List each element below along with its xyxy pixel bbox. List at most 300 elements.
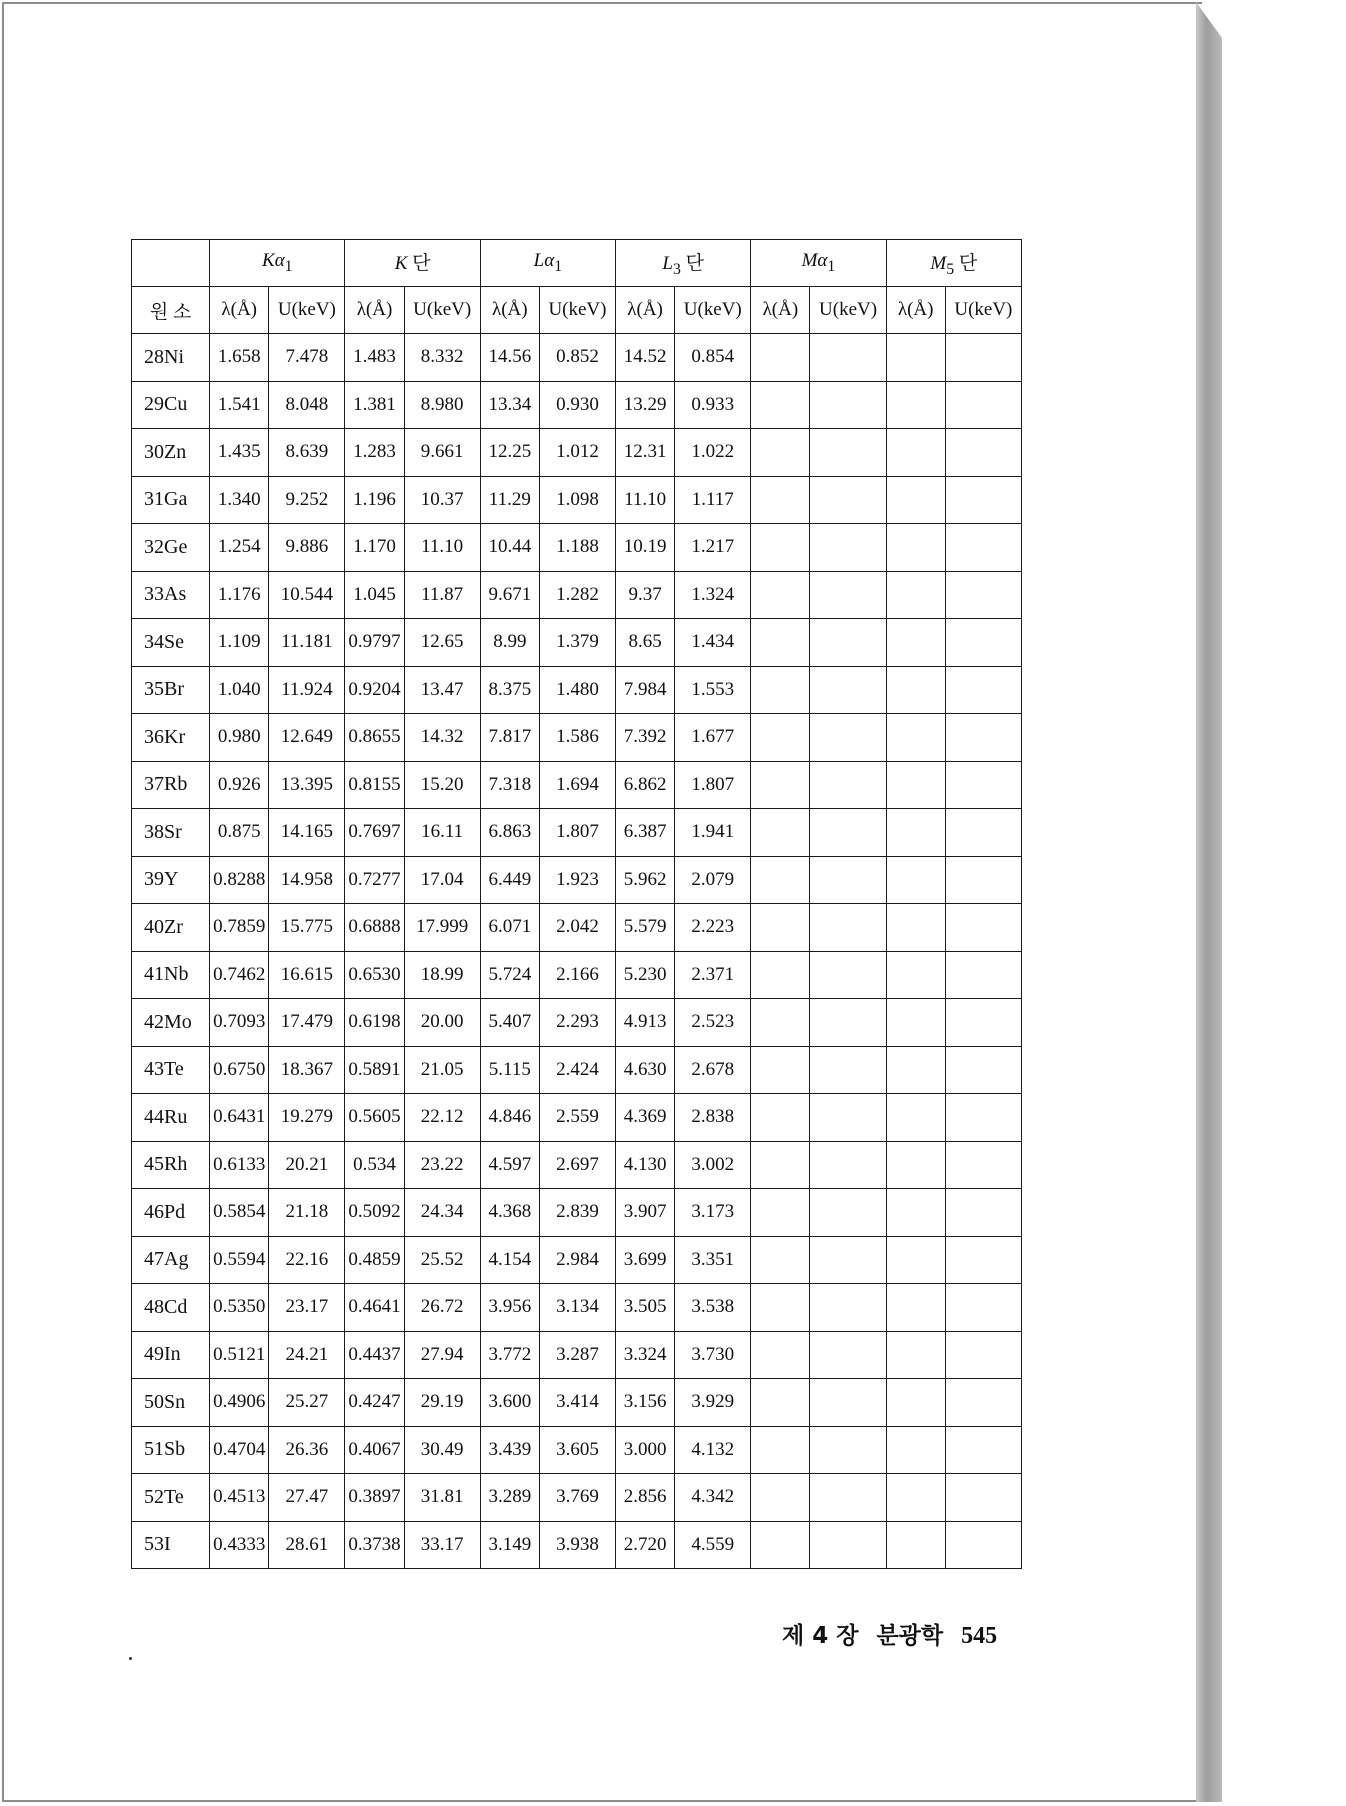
value-cell: 14.165 [269, 809, 345, 857]
element-cell: 45Rh [132, 1141, 210, 1189]
value-cell [810, 1189, 886, 1237]
value-cell [751, 1284, 810, 1332]
value-cell: 0.7697 [345, 809, 404, 857]
table-row [132, 1189, 1022, 1237]
value-cell: 1.340 [210, 476, 269, 524]
value-cell: 6.387 [616, 809, 675, 857]
value-cell: 1.435 [210, 429, 269, 477]
value-cell: 9.671 [480, 571, 539, 619]
value-cell: 29.19 [404, 1379, 480, 1427]
value-cell: 0.4513 [210, 1474, 269, 1522]
value-cell: 1.045 [345, 571, 404, 619]
value-cell: 2.424 [539, 1046, 615, 1094]
table-row [132, 334, 1022, 382]
value-cell [945, 951, 1021, 999]
value-cell: 0.926 [210, 761, 269, 809]
value-cell: 7.817 [480, 714, 539, 762]
value-cell [945, 1141, 1021, 1189]
value-cell [751, 476, 810, 524]
value-cell [886, 809, 945, 857]
value-cell [751, 1521, 810, 1569]
value-cell: 6.863 [480, 809, 539, 857]
value-cell: 7.392 [616, 714, 675, 762]
value-cell: 8.99 [480, 619, 539, 667]
value-cell: 12.649 [269, 714, 345, 762]
value-cell [810, 334, 886, 382]
value-cell: 30.49 [404, 1426, 480, 1474]
value-cell [810, 619, 886, 667]
value-cell [945, 334, 1021, 382]
value-cell: 8.048 [269, 381, 345, 429]
value-cell: 7.318 [480, 761, 539, 809]
value-cell: 1.480 [539, 666, 615, 714]
value-cell: 0.7859 [210, 904, 269, 952]
element-cell: 35Br [132, 666, 210, 714]
value-cell: 1.188 [539, 524, 615, 572]
value-cell: 18.99 [404, 951, 480, 999]
value-cell: 3.730 [675, 1331, 751, 1379]
chapter-label: 제 4 장 [782, 1623, 859, 1649]
value-cell: 11.10 [404, 524, 480, 572]
value-cell: 0.9797 [345, 619, 404, 667]
corner-cell [132, 240, 210, 287]
value-cell: 3.287 [539, 1331, 615, 1379]
value-cell: 4.368 [480, 1189, 539, 1237]
element-cell: 39Y [132, 856, 210, 904]
value-cell [810, 809, 886, 857]
table-row [132, 1284, 1022, 1332]
table-row [132, 761, 1022, 809]
value-cell [886, 856, 945, 904]
value-cell: 4.597 [480, 1141, 539, 1189]
value-cell: 3.772 [480, 1331, 539, 1379]
element-cell: 47Ag [132, 1236, 210, 1284]
column-header: λ(Å) [345, 287, 404, 334]
value-cell: 8.639 [269, 429, 345, 477]
value-cell: 3.173 [675, 1189, 751, 1237]
group-header-3 [616, 240, 751, 287]
value-cell [945, 809, 1021, 857]
value-cell: 21.18 [269, 1189, 345, 1237]
value-cell [751, 1236, 810, 1284]
value-cell: 0.4641 [345, 1284, 404, 1332]
element-cell: 49In [132, 1331, 210, 1379]
value-cell: 0.5594 [210, 1236, 269, 1284]
group-symbol: Mα [801, 250, 828, 272]
value-cell: 5.724 [480, 951, 539, 999]
value-cell: 0.854 [675, 334, 751, 382]
value-cell [886, 334, 945, 382]
value-cell [886, 1236, 945, 1284]
value-cell [945, 714, 1021, 762]
value-cell: 0.534 [345, 1141, 404, 1189]
value-cell: 1.324 [675, 571, 751, 619]
value-cell: 2.838 [675, 1094, 751, 1142]
value-cell: 10.544 [269, 571, 345, 619]
value-cell [886, 1284, 945, 1332]
value-cell: 1.109 [210, 619, 269, 667]
value-cell: 2.856 [616, 1474, 675, 1522]
value-cell: 1.196 [345, 476, 404, 524]
value-cell: 1.807 [539, 809, 615, 857]
value-cell: 1.694 [539, 761, 615, 809]
value-cell: 3.938 [539, 1521, 615, 1569]
value-cell [751, 951, 810, 999]
value-cell: 0.7462 [210, 951, 269, 999]
value-cell: 11.924 [269, 666, 345, 714]
value-cell: 4.369 [616, 1094, 675, 1142]
page-number: 545 [961, 1623, 998, 1649]
value-cell [945, 1094, 1021, 1142]
element-header: 원 소 [132, 287, 210, 334]
value-cell: 7.478 [269, 334, 345, 382]
column-header: U(keV) [404, 287, 480, 334]
value-cell [886, 429, 945, 477]
value-cell: 0.4704 [210, 1426, 269, 1474]
value-cell: 2.166 [539, 951, 615, 999]
value-cell: 4.130 [616, 1141, 675, 1189]
element-cell: 28Ni [132, 334, 210, 382]
value-cell [751, 1046, 810, 1094]
value-cell: 2.839 [539, 1189, 615, 1237]
value-cell [751, 761, 810, 809]
value-cell [945, 904, 1021, 952]
group-symbol: K [394, 252, 408, 274]
value-cell: 16.11 [404, 809, 480, 857]
value-cell [945, 571, 1021, 619]
column-header-row [132, 287, 1022, 334]
value-cell [945, 1331, 1021, 1379]
column-header: λ(Å) [751, 287, 810, 334]
value-cell [751, 999, 810, 1047]
value-cell: 0.9204 [345, 666, 404, 714]
value-cell: 17.479 [269, 999, 345, 1047]
value-cell [751, 1141, 810, 1189]
value-cell: 0.4333 [210, 1521, 269, 1569]
value-cell [751, 856, 810, 904]
value-cell: 3.149 [480, 1521, 539, 1569]
value-cell: 0.3897 [345, 1474, 404, 1522]
value-cell [886, 619, 945, 667]
value-cell [945, 761, 1021, 809]
value-cell: 1.923 [539, 856, 615, 904]
value-cell: 18.367 [269, 1046, 345, 1094]
value-cell [810, 1426, 886, 1474]
table-row [132, 714, 1022, 762]
value-cell [886, 1379, 945, 1427]
value-cell: 0.4906 [210, 1379, 269, 1427]
value-cell [810, 429, 886, 477]
group-subscript: 5 [946, 260, 955, 278]
table-row [132, 1141, 1022, 1189]
element-cell: 30Zn [132, 429, 210, 477]
value-cell: 11.10 [616, 476, 675, 524]
value-cell [751, 1094, 810, 1142]
column-header: U(keV) [539, 287, 615, 334]
value-cell: 5.579 [616, 904, 675, 952]
element-cell: 32Ge [132, 524, 210, 572]
value-cell: 0.5854 [210, 1189, 269, 1237]
table-row [132, 856, 1022, 904]
value-cell [810, 1521, 886, 1569]
value-cell: 0.6888 [345, 904, 404, 952]
value-cell [945, 999, 1021, 1047]
value-cell: 4.154 [480, 1236, 539, 1284]
table-row [132, 619, 1022, 667]
value-cell: 1.677 [675, 714, 751, 762]
value-cell: 10.37 [404, 476, 480, 524]
value-cell: 1.379 [539, 619, 615, 667]
value-cell [810, 904, 886, 952]
value-cell: 2.678 [675, 1046, 751, 1094]
value-cell: 19.279 [269, 1094, 345, 1142]
value-cell: 11.29 [480, 476, 539, 524]
value-cell: 4.913 [616, 999, 675, 1047]
value-cell: 12.31 [616, 429, 675, 477]
value-cell: 1.217 [675, 524, 751, 572]
value-cell [751, 429, 810, 477]
value-cell [886, 666, 945, 714]
value-cell: 2.293 [539, 999, 615, 1047]
value-cell: 3.414 [539, 1379, 615, 1427]
value-cell: 1.434 [675, 619, 751, 667]
table-row [132, 429, 1022, 477]
value-cell [810, 524, 886, 572]
value-cell [945, 1046, 1021, 1094]
element-cell: 52Te [132, 1474, 210, 1522]
value-cell: 28.61 [269, 1521, 345, 1569]
value-cell: 9.37 [616, 571, 675, 619]
value-cell [945, 619, 1021, 667]
value-cell: 16.615 [269, 951, 345, 999]
column-header: U(keV) [945, 287, 1021, 334]
value-cell: 2.720 [616, 1521, 675, 1569]
value-cell [751, 571, 810, 619]
group-header-4 [751, 240, 886, 287]
value-cell: 5.230 [616, 951, 675, 999]
value-cell: 23.22 [404, 1141, 480, 1189]
value-cell: 13.29 [616, 381, 675, 429]
value-cell [810, 571, 886, 619]
value-cell: 8.375 [480, 666, 539, 714]
value-cell [886, 1094, 945, 1142]
value-cell: 1.022 [675, 429, 751, 477]
value-cell: 3.002 [675, 1141, 751, 1189]
value-cell: 3.439 [480, 1426, 539, 1474]
value-cell [810, 1474, 886, 1522]
value-cell: 0.852 [539, 334, 615, 382]
value-cell: 8.332 [404, 334, 480, 382]
value-cell: 2.559 [539, 1094, 615, 1142]
value-cell: 11.181 [269, 619, 345, 667]
value-cell [945, 1521, 1021, 1569]
value-cell: 1.807 [675, 761, 751, 809]
value-cell [886, 1189, 945, 1237]
value-cell [751, 619, 810, 667]
value-cell: 2.697 [539, 1141, 615, 1189]
value-cell: 12.25 [480, 429, 539, 477]
value-cell [751, 524, 810, 572]
value-cell: 0.3738 [345, 1521, 404, 1569]
value-cell [751, 809, 810, 857]
group-symbol: M [930, 252, 947, 274]
value-cell: 25.52 [404, 1236, 480, 1284]
value-cell: 3.699 [616, 1236, 675, 1284]
element-cell: 34Se [132, 619, 210, 667]
group-header-row [132, 240, 1022, 287]
value-cell: 0.4859 [345, 1236, 404, 1284]
value-cell: 6.862 [616, 761, 675, 809]
value-cell: 1.098 [539, 476, 615, 524]
value-cell [751, 1189, 810, 1237]
value-cell: 1.176 [210, 571, 269, 619]
value-cell [810, 999, 886, 1047]
value-cell: 3.351 [675, 1236, 751, 1284]
value-cell [886, 951, 945, 999]
table-row [132, 381, 1022, 429]
element-cell: 29Cu [132, 381, 210, 429]
group-subscript: 1 [827, 257, 836, 275]
value-cell: 0.6750 [210, 1046, 269, 1094]
value-cell [945, 381, 1021, 429]
value-cell [886, 761, 945, 809]
value-cell [886, 476, 945, 524]
value-cell [810, 1094, 886, 1142]
table-row [132, 476, 1022, 524]
element-cell: 40Zr [132, 904, 210, 952]
group-subscript: 3 [672, 260, 681, 278]
column-header: λ(Å) [616, 287, 675, 334]
value-cell: 10.19 [616, 524, 675, 572]
value-cell: 10.44 [480, 524, 539, 572]
value-cell: 0.4247 [345, 1379, 404, 1427]
value-cell: 15.20 [404, 761, 480, 809]
value-cell: 5.407 [480, 999, 539, 1047]
value-cell: 9.886 [269, 524, 345, 572]
element-cell: 33As [132, 571, 210, 619]
value-cell: 3.929 [675, 1379, 751, 1427]
value-cell: 5.962 [616, 856, 675, 904]
value-cell [751, 381, 810, 429]
value-cell: 22.16 [269, 1236, 345, 1284]
value-cell: 0.4067 [345, 1426, 404, 1474]
value-cell: 0.875 [210, 809, 269, 857]
value-cell: 0.6530 [345, 951, 404, 999]
value-cell: 2.984 [539, 1236, 615, 1284]
value-cell: 6.449 [480, 856, 539, 904]
value-cell: 1.040 [210, 666, 269, 714]
value-cell: 8.980 [404, 381, 480, 429]
value-cell: 0.7277 [345, 856, 404, 904]
value-cell [810, 714, 886, 762]
value-cell: 0.6133 [210, 1141, 269, 1189]
value-cell: 2.523 [675, 999, 751, 1047]
value-cell [810, 856, 886, 904]
value-cell [751, 1379, 810, 1427]
value-cell: 21.05 [404, 1046, 480, 1094]
value-cell: 0.930 [539, 381, 615, 429]
value-cell [810, 1284, 886, 1332]
value-cell [810, 1046, 886, 1094]
value-cell [886, 1141, 945, 1189]
value-cell [751, 1426, 810, 1474]
group-symbol: L [662, 252, 673, 274]
chapter-title: 분광학 [876, 1623, 944, 1649]
value-cell [945, 856, 1021, 904]
value-cell: 1.541 [210, 381, 269, 429]
group-suffix: 단 [407, 252, 431, 274]
value-cell: 3.600 [480, 1379, 539, 1427]
element-cell: 41Nb [132, 951, 210, 999]
value-cell [886, 714, 945, 762]
value-cell: 25.27 [269, 1379, 345, 1427]
value-cell: 1.658 [210, 334, 269, 382]
value-cell: 23.17 [269, 1284, 345, 1332]
element-cell: 36Kr [132, 714, 210, 762]
value-cell: 0.4437 [345, 1331, 404, 1379]
value-cell: 0.980 [210, 714, 269, 762]
group-header-1 [345, 240, 480, 287]
value-cell [886, 1426, 945, 1474]
table-row [132, 1094, 1022, 1142]
value-cell [945, 1379, 1021, 1427]
value-cell [945, 429, 1021, 477]
value-cell: 0.6198 [345, 999, 404, 1047]
value-cell: 2.223 [675, 904, 751, 952]
column-header: λ(Å) [886, 287, 945, 334]
value-cell: 27.47 [269, 1474, 345, 1522]
value-cell: 4.630 [616, 1046, 675, 1094]
value-cell [886, 381, 945, 429]
value-cell: 4.846 [480, 1094, 539, 1142]
element-cell: 46Pd [132, 1189, 210, 1237]
value-cell: 1.254 [210, 524, 269, 572]
table-row [132, 524, 1022, 572]
value-cell: 3.605 [539, 1426, 615, 1474]
value-cell: 26.72 [404, 1284, 480, 1332]
table-row [132, 809, 1022, 857]
value-cell: 1.117 [675, 476, 751, 524]
value-cell: 8.65 [616, 619, 675, 667]
value-cell: 26.36 [269, 1426, 345, 1474]
group-subscript: 1 [554, 257, 563, 275]
element-cell: 43Te [132, 1046, 210, 1094]
value-cell: 31.81 [404, 1474, 480, 1522]
value-cell: 0.6431 [210, 1094, 269, 1142]
element-cell: 37Rb [132, 761, 210, 809]
value-cell: 14.32 [404, 714, 480, 762]
value-cell [810, 666, 886, 714]
value-cell: 6.071 [480, 904, 539, 952]
element-cell: 50Sn [132, 1379, 210, 1427]
value-cell: 0.8655 [345, 714, 404, 762]
value-cell [810, 761, 886, 809]
value-cell: 1.483 [345, 334, 404, 382]
group-suffix: 단 [680, 252, 704, 274]
value-cell [886, 524, 945, 572]
value-cell: 17.04 [404, 856, 480, 904]
page-edge [1196, 2, 1222, 1802]
column-header: λ(Å) [210, 287, 269, 334]
value-cell: 3.769 [539, 1474, 615, 1522]
value-cell: 3.156 [616, 1379, 675, 1427]
value-cell: 13.395 [269, 761, 345, 809]
value-cell [810, 476, 886, 524]
value-cell: 20.00 [404, 999, 480, 1047]
value-cell: 3.000 [616, 1426, 675, 1474]
value-cell: 13.47 [404, 666, 480, 714]
element-cell: 51Sb [132, 1426, 210, 1474]
